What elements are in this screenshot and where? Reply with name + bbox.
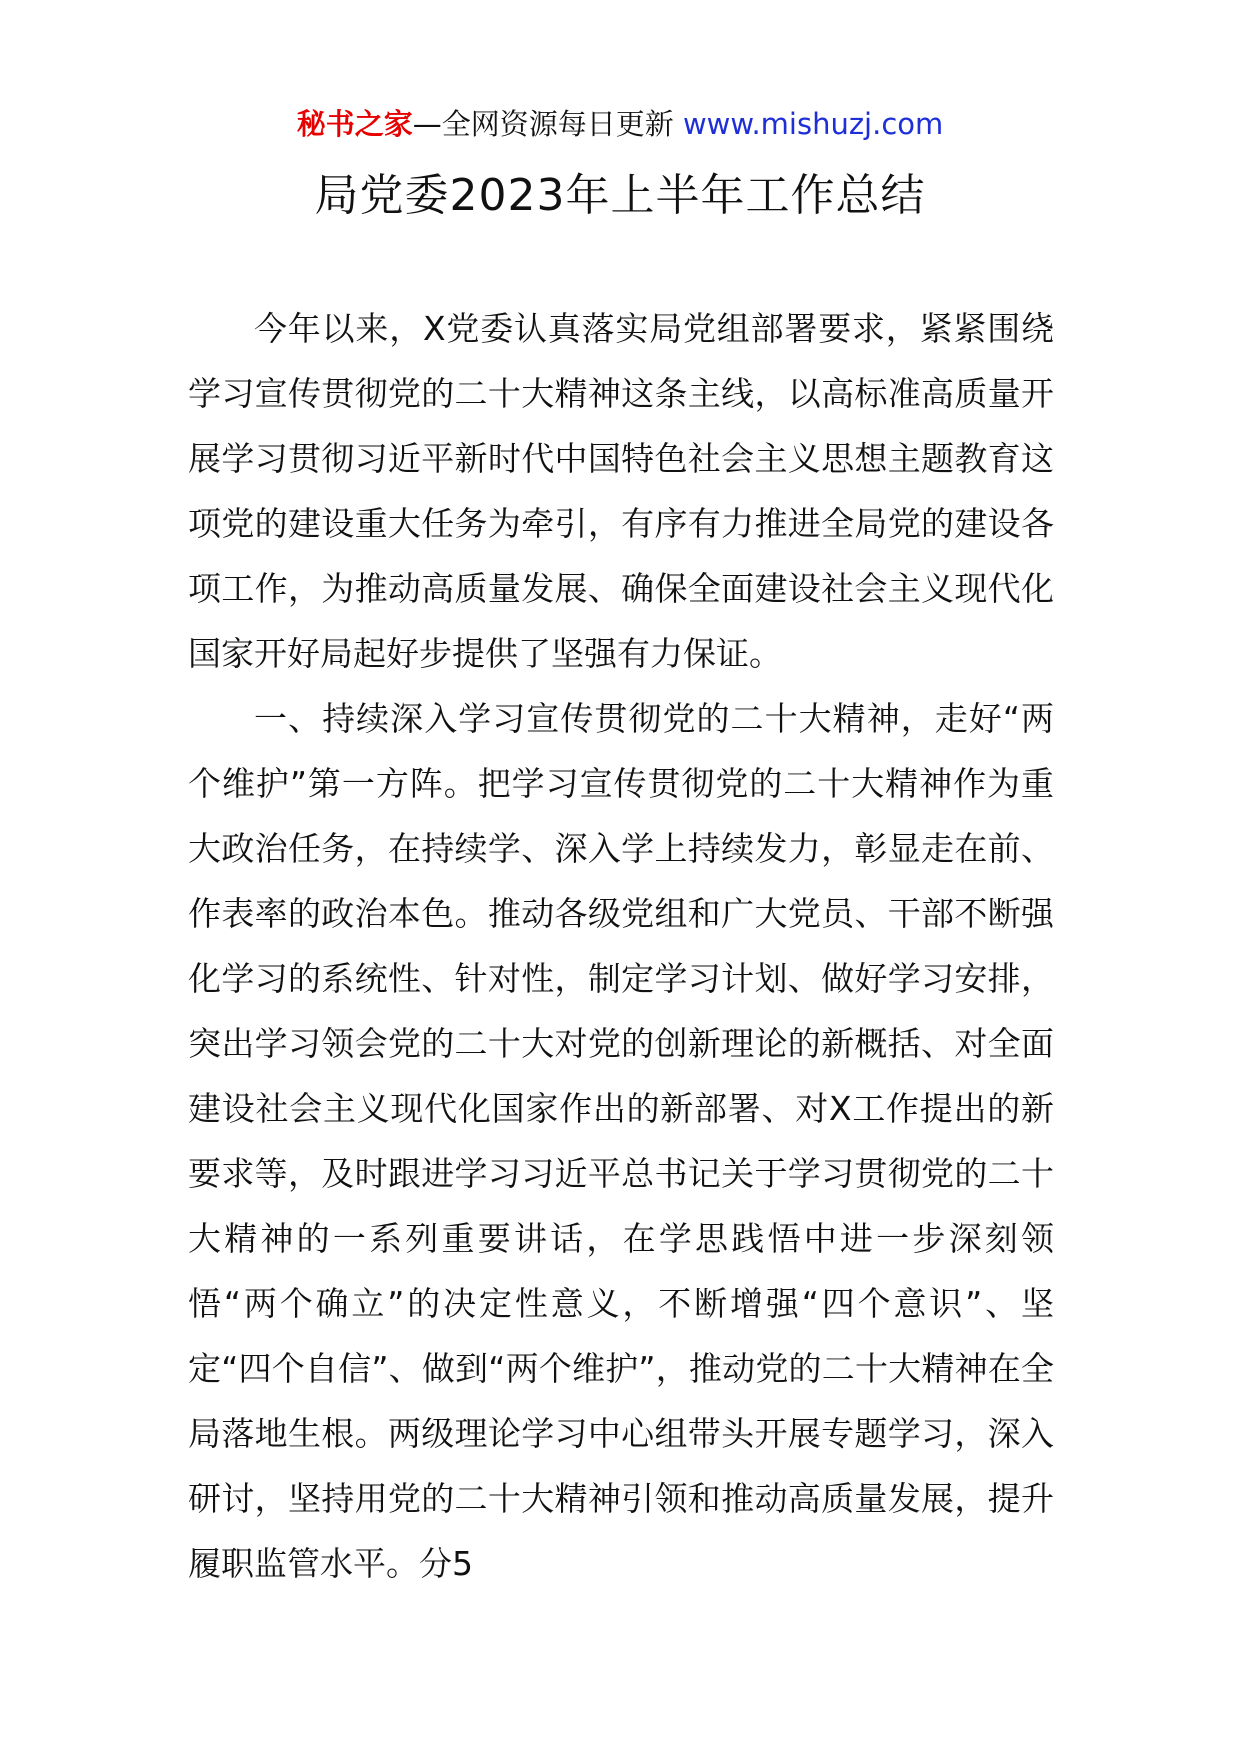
document-body (188, 296, 1054, 1596)
site-header (0, 104, 1240, 144)
document-title: 局党委2023年上半年工作总结 (314, 170, 926, 221)
header-tagline: —全网资源每日更新 (412, 107, 674, 141)
brand-name: 秘书之家 (296, 107, 413, 141)
paragraph-section-one: 一、持续深入学习宣传贯彻党的二十大精神，走好“两个维护”第一方阵。把学习宣传贯彻党的二十大精神作为重大政治任务，在持续学、深入学上持续发力，彰显走在前、作表率的政治本色。推动各级党组和广大党员、干部不断强化学习的系统性、针对性，制定学习计划、做好学习安排，突出学习领会党的二十大对党的创新理论的新概括、对全面建设社会主义现代化国家作出的新部署、对X工作提出的新要求等，及时跟进学习习近平总书记关于学习贯彻党的二十大精神的一系列重要讲话，在学思践悟中进一步深刻领悟“两个确立”的决定性意义，不断增强“四个意识”、坚定“四个自信”、做到“两个维护”，推动党的二十大精神在全局落地生根。两级理论学习中心组带头开展专题学习，深入研讨，坚持用党的二十大精神引领和推动高质量发展，提升履职监管水平。分5 (188, 699, 1054, 1583)
site-url-link[interactable]: www.mishuzj.com (682, 107, 944, 141)
paragraph-intro: 今年以来，X党委认真落实局党组部署要求，紧紧围绕学习宣传贯彻党的二十大精神这条主线，以高标准高质量开展学习贯彻习近平新时代中国特色社会主义思想主题教育这项党的建设重大任务为牵引，有序有力推进全局党的建设各项工作，为推动高质量发展、确保全面建设社会主义现代化国家开好局起好步提供了坚强有力保证。 (188, 309, 1054, 673)
